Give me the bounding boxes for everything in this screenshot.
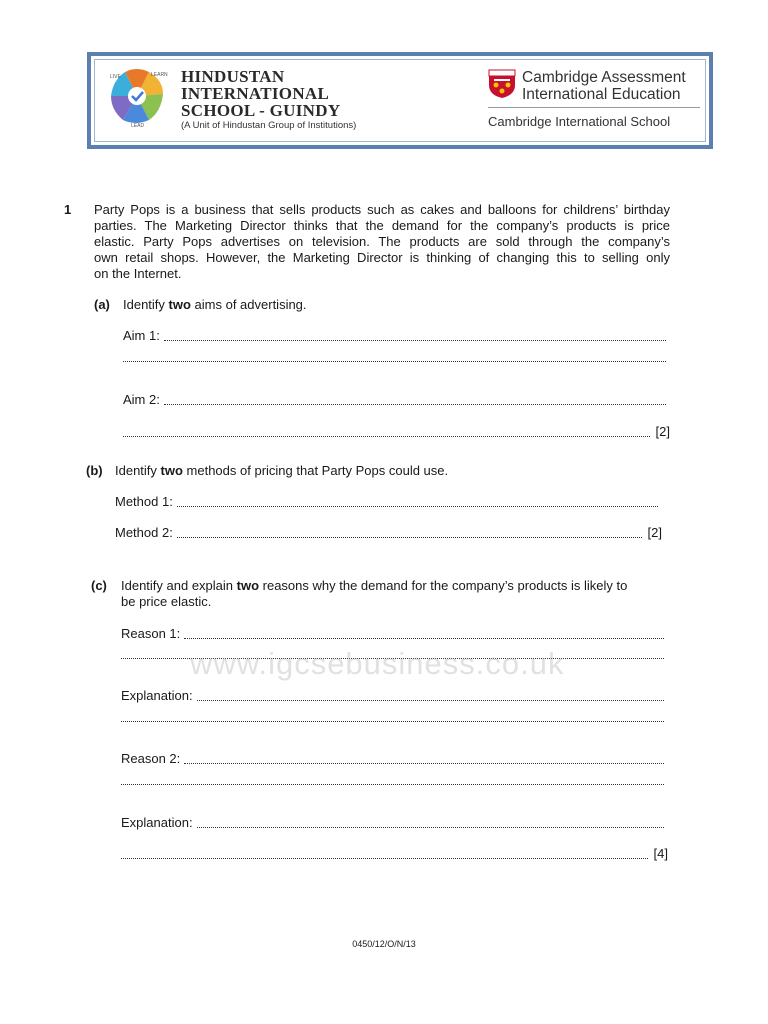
- reason-1-label: Reason 1:: [121, 626, 181, 641]
- dotted-answer-line[interactable]: [184, 762, 664, 764]
- dotted-answer-line[interactable]: [177, 505, 658, 507]
- part-b-label: (b): [86, 463, 103, 478]
- explanation-1-label: Explanation:: [121, 688, 193, 703]
- answer-line-explanation-2[interactable]: [121, 815, 666, 831]
- part-c-prompt-line-2: be price elastic.: [121, 594, 212, 609]
- school-name-line-1: HINDUSTAN: [181, 67, 285, 86]
- part-b-prompt: [115, 463, 448, 479]
- answer-line-reason-2-continued[interactable]: [121, 783, 666, 788]
- prompt-text: reasons why the demand for the company’s products is likely to: [259, 578, 628, 593]
- answer-line-method-1[interactable]: [115, 494, 660, 510]
- part-b-marks: [2]: [647, 525, 662, 540]
- question-stem: [94, 202, 670, 282]
- logo-word-lead: LEAD: [131, 123, 145, 128]
- answer-line-explanation-2-continued[interactable]: [121, 846, 668, 862]
- watermark: www.igcsebusiness.co.uk: [190, 646, 565, 681]
- question-stem-line: own retail shops. However, the Marketing Director is thinking of changing this to selling only: [94, 250, 670, 265]
- dotted-answer-line[interactable]: [164, 339, 666, 341]
- dotted-answer-line[interactable]: [123, 360, 666, 362]
- school-name: [181, 68, 340, 119]
- cambridge-title-line-2: International Education: [522, 86, 681, 103]
- prompt-text: Identify: [115, 463, 161, 478]
- school-header-banner: [87, 52, 713, 149]
- answer-line-explanation-1-continued[interactable]: [121, 720, 666, 725]
- answer-line-reason-1[interactable]: [121, 626, 666, 642]
- school-logo: [105, 64, 169, 128]
- dotted-answer-line[interactable]: [121, 783, 664, 785]
- prompt-text: aims of advertising.: [190, 297, 307, 312]
- dotted-answer-line[interactable]: [123, 435, 650, 437]
- cambridge-shield-icon: [488, 69, 516, 99]
- dotted-answer-line[interactable]: [121, 857, 648, 859]
- dotted-answer-line[interactable]: [121, 720, 664, 722]
- school-name-line-3: SCHOOL - GUINDY: [181, 101, 341, 120]
- part-c-marks: [4]: [653, 846, 668, 861]
- footer-paper-code: 0450/12/O/N/13: [352, 939, 416, 949]
- aim-2-label: Aim 2:: [123, 392, 160, 407]
- dotted-answer-line[interactable]: [184, 637, 664, 639]
- school-name-line-2: INTERNATIONAL: [181, 84, 330, 103]
- school-subtitle: (A Unit of Hindustan Group of Institutions): [181, 120, 357, 131]
- answer-line-explanation-1[interactable]: [121, 688, 666, 704]
- question-stem-line: on the Internet.: [94, 266, 182, 281]
- logo-word-learn: LEARN: [151, 72, 168, 78]
- part-c-label: (c): [91, 578, 107, 593]
- answer-line-reason-2[interactable]: [121, 751, 666, 767]
- question-stem-line: parties. The Marketing Director thinks that the demand for the company’s products is price: [94, 218, 670, 233]
- cambridge-title: [522, 69, 686, 103]
- question-stem-line: elastic. Party Pops advertises on television. The products are sold through the company’s: [94, 234, 670, 249]
- cambridge-school-label: Cambridge International School: [488, 114, 671, 129]
- prompt-text: Identify and explain: [121, 578, 237, 593]
- question-stem-line: Party Pops is a business that sells products such as cakes and balloons for childrens’ birthday: [94, 202, 670, 217]
- cambridge-title-line-1: Cambridge Assessment: [522, 69, 686, 86]
- method-2-label: Method 2:: [115, 525, 173, 540]
- dotted-answer-line[interactable]: [177, 536, 642, 538]
- prompt-bold-text: two: [236, 578, 260, 593]
- logo-word-live: LIVE: [110, 74, 121, 80]
- cambridge-divider: [488, 107, 700, 108]
- answer-line-aim-1[interactable]: [123, 328, 668, 344]
- prompt-bold-text: two: [168, 297, 191, 312]
- dotted-answer-line[interactable]: [164, 403, 666, 405]
- dotted-answer-line[interactable]: [197, 699, 664, 701]
- method-1-label: Method 1:: [115, 494, 173, 509]
- part-a-marks: [2]: [655, 424, 670, 439]
- aim-1-label: Aim 1:: [123, 328, 160, 343]
- prompt-bold-text: two: [160, 463, 183, 478]
- prompt-text: methods of pricing that Party Pops could use.: [182, 463, 449, 478]
- part-c-prompt-line-1: [121, 578, 627, 594]
- answer-line-aim-2-continued[interactable]: [123, 424, 670, 440]
- answer-line-method-2[interactable]: [115, 525, 662, 541]
- prompt-text: Identify: [123, 297, 169, 312]
- answer-line-aim-2[interactable]: [123, 392, 668, 408]
- part-a-label: (a): [94, 297, 110, 312]
- reason-2-label: Reason 2:: [121, 751, 181, 766]
- question-number: 1: [64, 202, 72, 217]
- explanation-2-label: Explanation:: [121, 815, 193, 830]
- part-c-prompt: [121, 578, 627, 610]
- dotted-answer-line[interactable]: [197, 826, 664, 828]
- answer-line-aim-1-continued[interactable]: [123, 360, 668, 365]
- part-a-prompt: [123, 297, 307, 313]
